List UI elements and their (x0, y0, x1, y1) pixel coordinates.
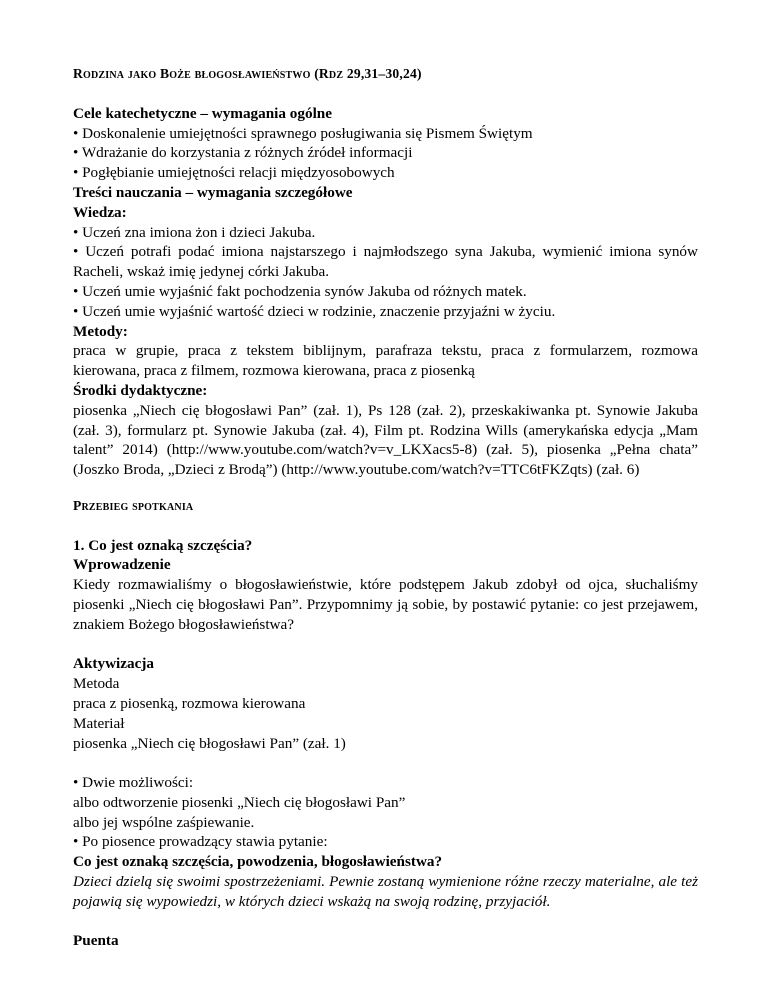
activity-line: • Po piosence prowadzący stawia pytanie: (73, 833, 328, 851)
course-heading: Przebieg spotkania (73, 497, 194, 513)
method-text: praca z piosenką, rozmowa kierowana (73, 694, 306, 712)
question-text: Co jest oznaką szczęścia, powodzenia, błogosławieństwa? (73, 853, 443, 871)
section-heading: 1. Co jest oznaką szczęścia? (73, 536, 253, 554)
material-label: Materiał (73, 714, 125, 732)
intro-text: Kiedy rozmawialiśmy o błogosławieństwie, które podstępem Jakub zdobył od ojca, słuchaliśmy piosenki „Niech cię błogosławi Pan”. Przypomnimy ją sobie, by postawić pytanie: co jest przejawem, znakiem Bożego błogosławieństwa? (73, 576, 698, 633)
document-page (73, 60, 698, 951)
knowledge-item: • Uczeń umie wyjaśnić fakt pochodzenia synów Jakuba od różnych matek. (73, 282, 527, 300)
answer-note: Dzieci dzielą się swoimi spostrzeżeniami. Pewnie zostaną wymienione różne rzeczy materialne, ale też pojawią się wypowiedzi, w których dzieci wskażą na swoją rodzinę, przyjaciół. (73, 873, 698, 910)
knowledge-item: • Uczeń umie wyjaśnić wartość dzieci w rodzinie, znaczenie przyjaźni w życiu. (73, 302, 556, 320)
aids-heading: Środki dydaktyczne: (73, 381, 208, 399)
goal-item: • Pogłębianie umiejętności relacji międzyosobowych (73, 164, 395, 182)
document-title: Rodzina jako Boże błogosławieństwo (Rdz 29,31–30,24) (73, 66, 422, 81)
knowledge-heading: Wiedza: (73, 203, 127, 221)
methods-text: praca w grupie, praca z tekstem biblijnym, parafraza tekstu, praca z formularzem, rozmowa kierowana, praca z filmem, rozmowa kierowana, praca z piosenką (73, 342, 698, 380)
methods-heading: Metody: (73, 322, 128, 340)
activity-line: albo jej wspólne zaśpiewanie. (73, 813, 255, 831)
knowledge-item: • Uczeń potrafi podać imiona najstarszego i najmłodszego syna Jakuba, wymienić imiona synów Racheli, wskaż imię jedynej córki Jakuba. (73, 243, 698, 281)
goal-item: • Doskonalenie umiejętności sprawnego posługiwania się Pismem Świętym (73, 124, 533, 142)
goals-heading: Cele katechetyczne – wymagania ogólne (73, 104, 332, 122)
material-text: piosenka „Niech cię błogosławi Pan” (zał. 1) (73, 734, 346, 752)
knowledge-item: • Uczeń zna imiona żon i dzieci Jakuba. (73, 223, 316, 241)
activity-line: albo odtworzenie piosenki „Niech cię błogosławi Pan” (73, 793, 406, 811)
aids-text: piosenka „Niech cię błogosławi Pan” (zał. 1), Ps 128 (zał. 2), przeskakiwanka pt. Synowie Jakuba (zał. 3), formularz pt. Synowie Jakuba (zał. 4), Film pt. Rodzina Wills (amerykańska edycja „Mam talent” 2014) (http://www.youtube.com/watch?v=v_LKXacs5-8) (zał. 5), piosenka „Pełna chata” (Joszko Broda, „Dzieci z Brodą”) (http://www.youtube.com/watch?v=TTC6tFKZqts) (zał. 6) (73, 401, 698, 479)
goal-item: • Wdrażanie do korzystania z różnych źródeł informacji (73, 144, 413, 162)
content-heading: Treści nauczania – wymagania szczegółowe (73, 183, 353, 201)
punchline-heading: Puenta (73, 932, 119, 950)
intro-heading: Wprowadzenie (73, 556, 171, 574)
activity-line: • Dwie możliwości: (73, 774, 194, 792)
method-label: Metoda (73, 675, 120, 693)
activation-heading: Aktywizacja (73, 655, 154, 673)
